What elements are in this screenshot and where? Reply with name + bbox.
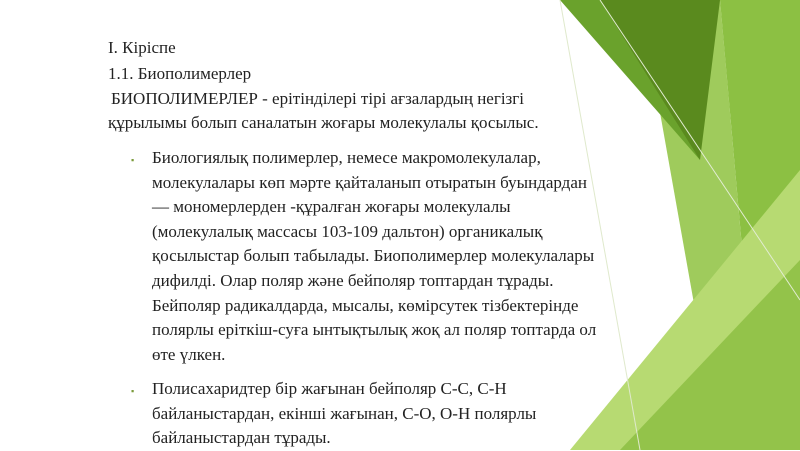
intro-line: БИОПОЛИМЕРЛЕР - ерітінділері тірі ағзалардың негізгі (111, 89, 524, 108)
bullet-line: байланыстардан, екінші жағынан, С-О, О-Н полярлы (152, 403, 537, 423)
bullet-line: полярлы еріткіш-суға ынтықтылық жоқ ал поляр топтарда ол (152, 320, 597, 340)
bullet-line: (молекулалық массасы 103-109 дальтон) органикалық (152, 221, 543, 241)
bullet-line: Полисахаридтер бір жағынан бейполяр С-С, С-Н (152, 379, 507, 398)
heading-biopolymers: 1.1. Биополимерлер (108, 64, 252, 83)
bullet-line: — мономерлерден -құралған жоғары молекулалы (152, 197, 511, 217)
intro-line: құрылымы болып саналатын жоғары молекулалы қосылыс. (108, 113, 539, 132)
facet-darkest (600, 0, 720, 160)
bullet-line: Биологиялық полимерлер, немесе макромолекулалар, (152, 148, 541, 167)
bullet-line: молекулалары көп мәрте қайталанып отыратын буындардан (152, 172, 587, 192)
bullet-marker-icon: ▪ (131, 386, 135, 396)
bullet-line: қосылыстар болып табылады. Биополимерлер молекулалары (152, 246, 595, 266)
bullet-line: Бейполяр радикалдарда, мысалы, көмірсутек тізбектерінде (152, 295, 579, 315)
bullet-marker-icon: ▪ (131, 155, 135, 165)
bullet-line: өте үлкен. (152, 344, 226, 364)
intro-paragraph (108, 87, 628, 135)
bullet-item (152, 377, 692, 451)
heading-introduction: I. Кіріспе (108, 38, 176, 57)
bullet-line: байланыстардан тұрады. (152, 428, 331, 448)
bullet-item (152, 146, 692, 367)
bullet-line: дифилді. Олар поляр және бейполяр топтардан тұрады. (152, 270, 554, 290)
